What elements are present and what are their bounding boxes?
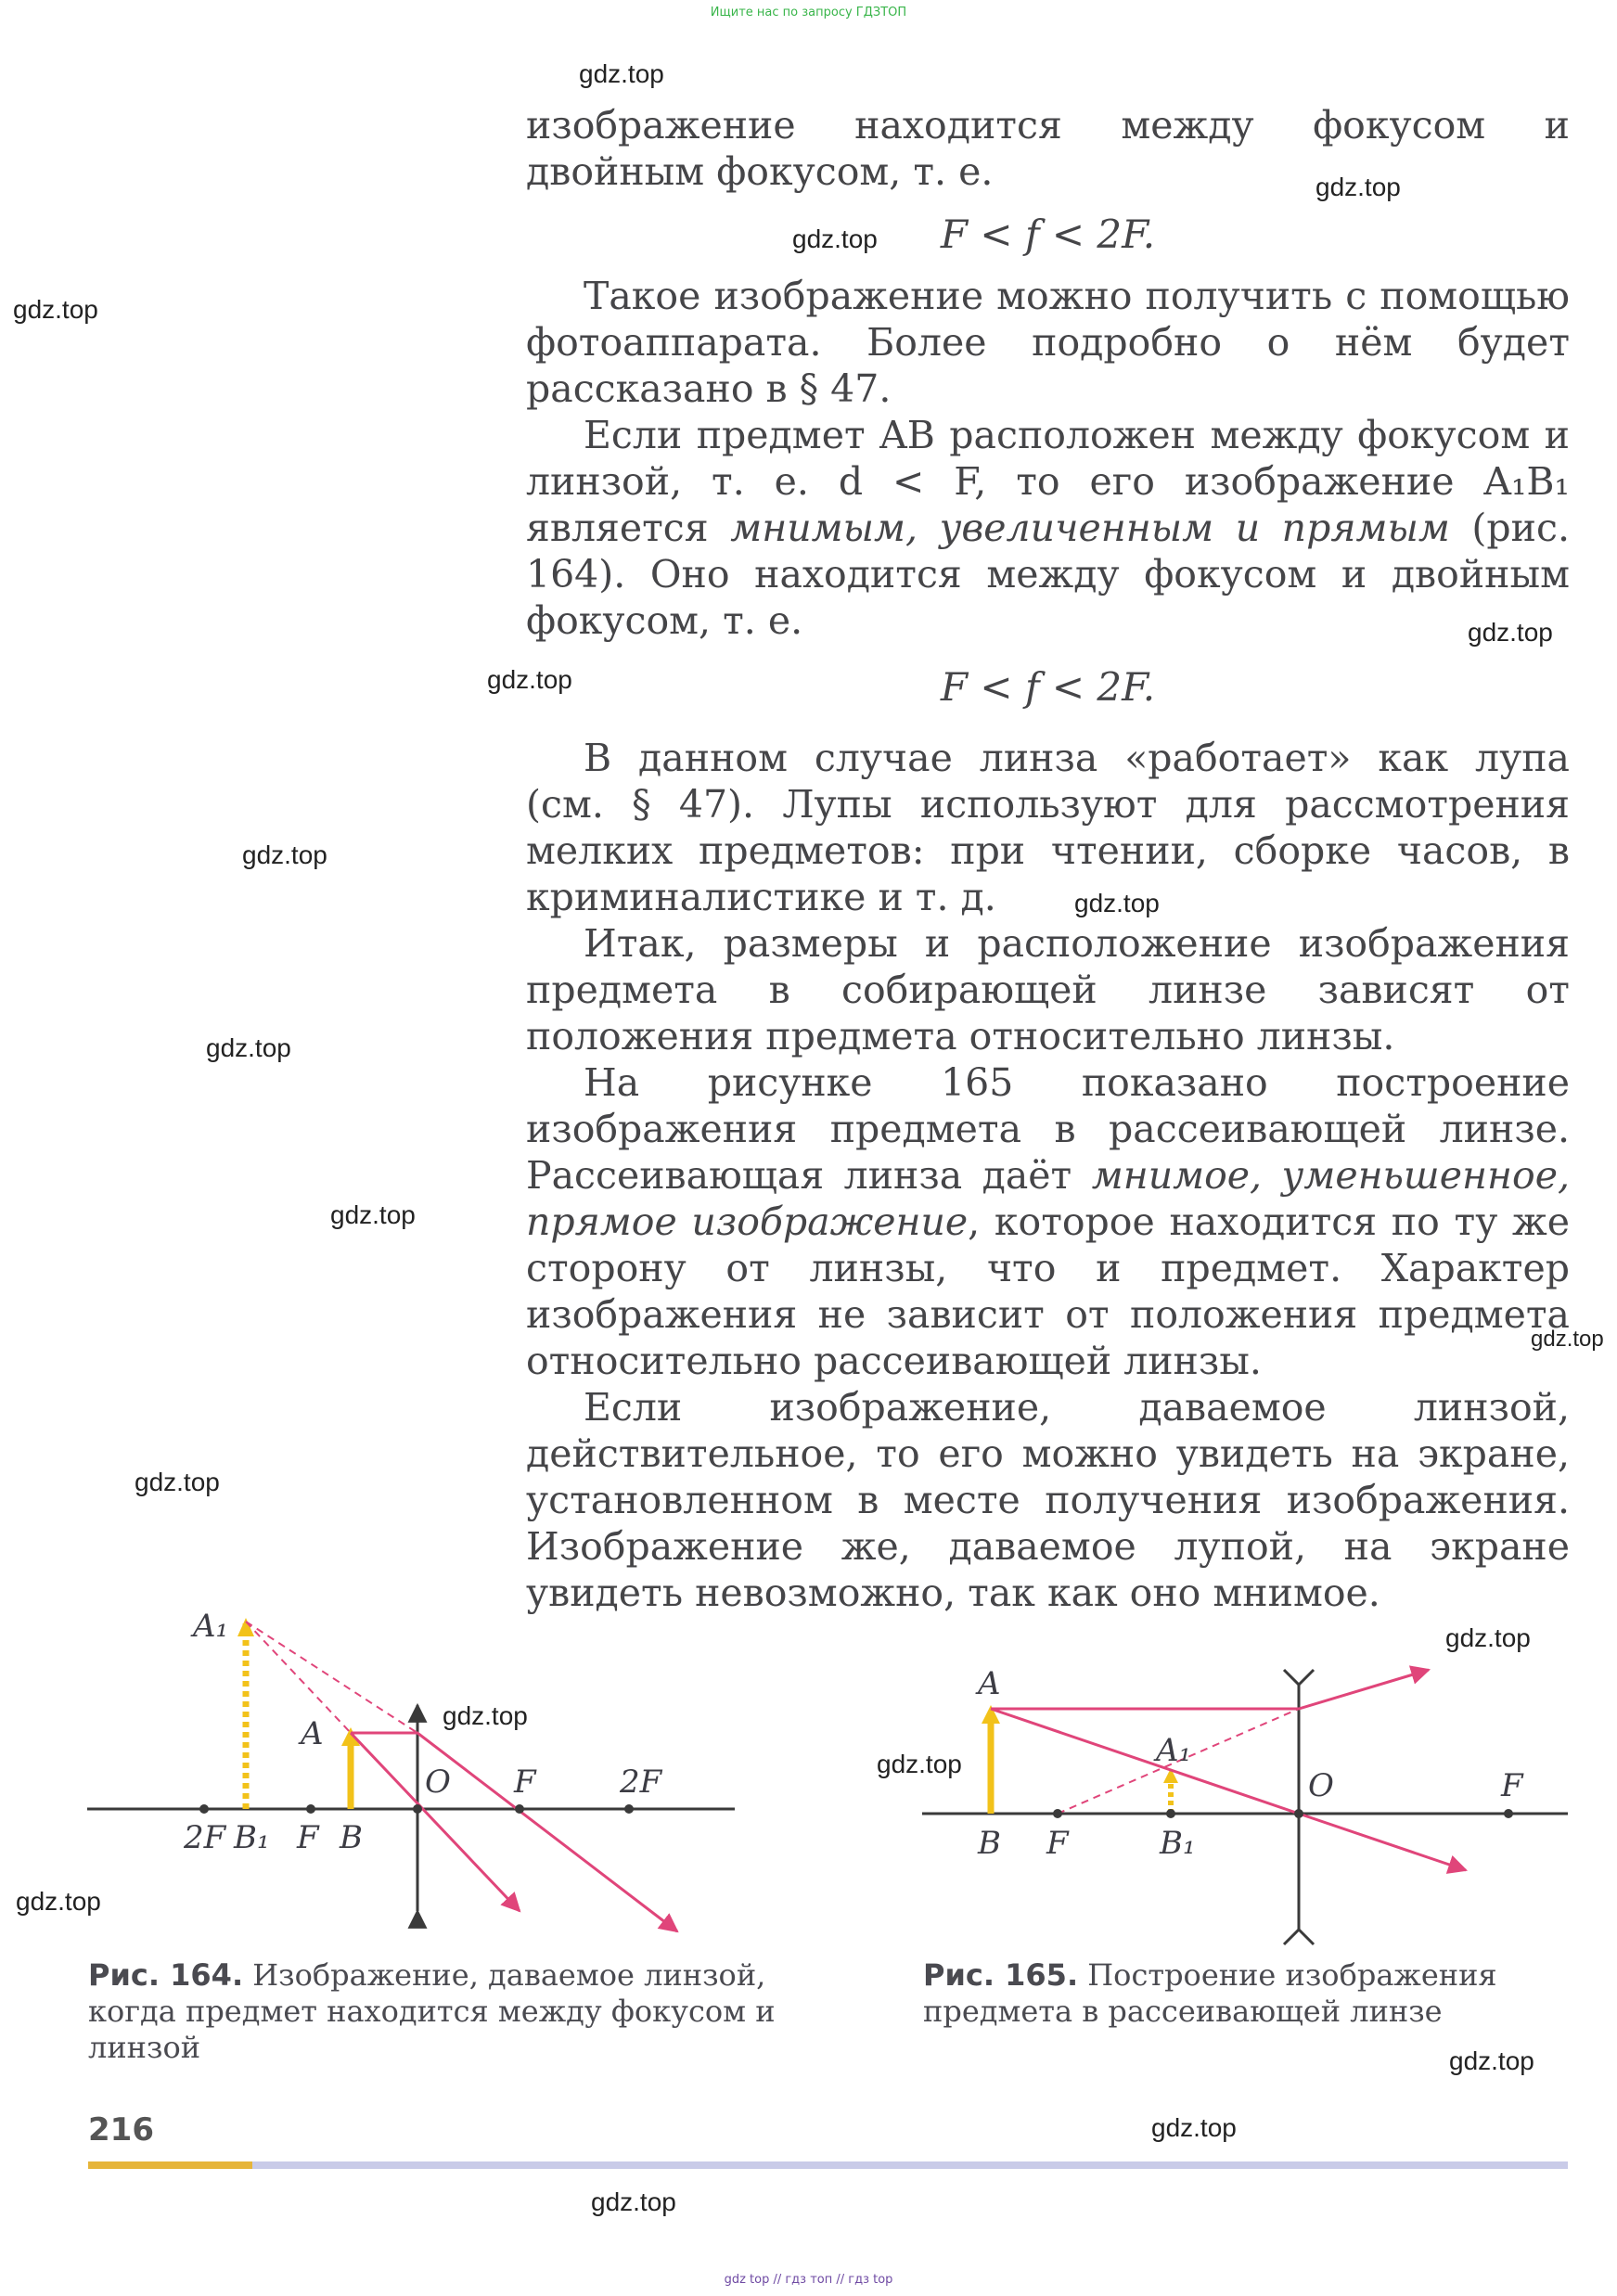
page-number: 216 bbox=[88, 2111, 154, 2148]
watermark: gdz.top bbox=[206, 1033, 291, 1062]
ray-parallel bbox=[991, 1670, 1429, 1709]
label-F-left: F bbox=[1046, 1825, 1069, 1862]
label-F-left: F bbox=[297, 1819, 319, 1856]
label-B1: B₁ bbox=[234, 1819, 270, 1856]
label-O: O bbox=[425, 1764, 451, 1801]
label-F-right: F bbox=[1501, 1767, 1523, 1804]
caption-text: Построение изображения предмета в рассеивающей линзе bbox=[923, 1957, 1497, 2029]
watermark: gdz.top bbox=[330, 1200, 416, 1229]
watermark: gdz.top bbox=[1151, 2113, 1237, 2142]
watermark: gdz.top bbox=[579, 59, 664, 88]
formula: F < f < 2F. bbox=[940, 212, 1156, 257]
paragraph bbox=[526, 412, 1570, 644]
figure-164 bbox=[74, 1605, 761, 1939]
label-O: O bbox=[1308, 1767, 1334, 1804]
lens-bottom-mark bbox=[1284, 1930, 1314, 1944]
emphasis: мнимое, уменьшенное, прямое изображение bbox=[526, 1153, 1570, 1244]
point-O bbox=[413, 1804, 422, 1814]
paragraph: Если изображение, даваемое линзой, действительное, то его можно увидеть на экране, установленном в месте получения изображения. Изображение же, даваемое лупой, на экране увидеть невозможно, так как оно мнимое. bbox=[526, 1385, 1570, 1615]
watermark: gdz.top bbox=[1074, 889, 1160, 917]
point-F-right bbox=[1504, 1809, 1513, 1818]
watermark: gdz.top bbox=[16, 1887, 101, 1916]
page-rule-accent bbox=[88, 2161, 252, 2169]
label-A: A bbox=[301, 1715, 324, 1752]
watermark: gdz.top bbox=[1468, 618, 1553, 647]
point-O bbox=[1294, 1809, 1303, 1818]
point-2F-left bbox=[199, 1804, 209, 1814]
paragraph: изображение находится между фокусом и двойным фокусом, т. е. bbox=[526, 103, 1570, 194]
label-2F-right: 2F bbox=[620, 1764, 662, 1801]
page-rule bbox=[252, 2161, 1568, 2169]
figure-165-caption bbox=[923, 1957, 1572, 2030]
formula: F < f < 2F. bbox=[940, 664, 1156, 710]
paragraph-part: Если предмет AB расположен между фокусом и линзой, т. е. d < F, то его изображение A₁B₁ является bbox=[526, 413, 1570, 550]
paragraph bbox=[526, 1059, 1570, 1384]
caption-number: Рис. 164. bbox=[88, 1957, 244, 1993]
virtual-ray bbox=[246, 1622, 351, 1733]
paragraph-part: На рисунке 165 показано построение изображения предмета в рассеивающей линзе. Рассеивающая линза даёт bbox=[526, 1060, 1570, 1198]
paragraph-part: (рис. 164). Оно находится между фокусом и двойным фокусом, т. е. bbox=[526, 506, 1570, 643]
emphasis: мнимым, увеличенным и прямым bbox=[730, 506, 1450, 550]
header-note: Ищите нас по запросу ГДЗТОП bbox=[710, 6, 907, 19]
watermark: gdz.top bbox=[591, 2187, 676, 2216]
object-arrowhead bbox=[341, 1727, 360, 1746]
watermark: gdz.top bbox=[1449, 2046, 1534, 2075]
lens-top-mark bbox=[1284, 1670, 1314, 1685]
caption-text: Изображение, даваемое линзой, когда предмет находится между фокусом и линзой bbox=[88, 1957, 776, 2065]
watermark: gdz.top bbox=[487, 665, 572, 694]
paragraph: В данном случае линза «работает» как лупа (см. § 47). Лупы используют для рассмотрения мелких предметов: при чтении, сборке часов, в криминалистике и т. д. bbox=[526, 736, 1570, 919]
point-2F-right bbox=[624, 1804, 634, 1814]
figure-165 bbox=[909, 1651, 1577, 1948]
watermark: gdz.top bbox=[877, 1750, 962, 1778]
watermark: gdz.top bbox=[242, 840, 327, 869]
label-B1: B₁ bbox=[1160, 1825, 1196, 1862]
figure-164-caption bbox=[88, 1957, 830, 2066]
point-B1 bbox=[1166, 1809, 1175, 1818]
label-A: A bbox=[978, 1665, 1001, 1702]
label-F-right: F bbox=[514, 1764, 536, 1801]
watermark: gdz.top bbox=[1531, 1327, 1604, 1352]
image-arrowhead bbox=[237, 1618, 254, 1636]
paragraph-part: , которое находится по ту же сторону от линзы, что и предмет. Характер изображения не зависит от положения предмета относительно рассеивающей линзы. bbox=[526, 1199, 1570, 1383]
watermark: gdz.top bbox=[792, 224, 878, 253]
ray-through-center bbox=[351, 1733, 520, 1911]
point-F-right bbox=[515, 1804, 524, 1814]
virtual-ray bbox=[246, 1622, 417, 1733]
label-B: B bbox=[978, 1825, 1001, 1862]
watermark: gdz.top bbox=[13, 295, 98, 324]
label-B: B bbox=[340, 1819, 363, 1856]
point-F-left bbox=[306, 1804, 315, 1814]
watermark: gdz.top bbox=[1315, 173, 1401, 201]
caption-number: Рис. 165. bbox=[923, 1957, 1079, 1993]
paragraph: Итак, размеры и расположение изображения предмета в собирающей линзе зависят от положения предмета относительно линзы. bbox=[526, 921, 1570, 1058]
label-A1: A₁ bbox=[1156, 1732, 1192, 1769]
watermark: gdz.top bbox=[443, 1701, 528, 1730]
point-F-left bbox=[1053, 1809, 1062, 1818]
label-A1: A₁ bbox=[193, 1608, 229, 1645]
watermark: gdz.top bbox=[135, 1468, 220, 1496]
watermark: gdz.top bbox=[1445, 1623, 1531, 1652]
footer-note: gdz top // гдз топ // гдз top bbox=[724, 2273, 893, 2287]
label-2F-left: 2F bbox=[184, 1819, 226, 1856]
paragraph: Такое изображение можно получить с помощью фотоаппарата. Более подробно о нём будет рассказано в § 47. bbox=[526, 274, 1570, 411]
